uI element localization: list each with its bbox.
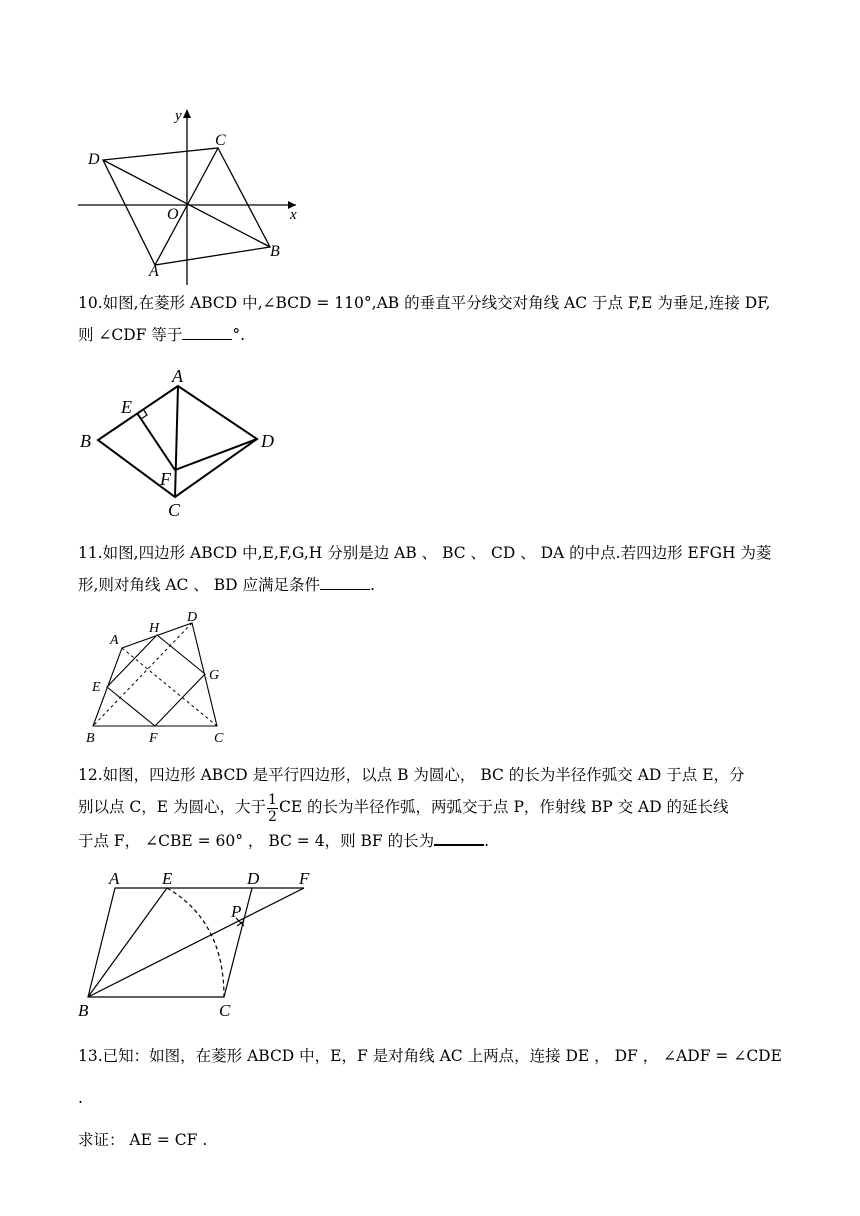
question-12-text-a: 别以点 C，E 为圆心，大于 — [78, 798, 267, 816]
point-label-A: A — [110, 633, 119, 648]
question-12-end: . — [484, 831, 490, 850]
point-label-C: C — [214, 731, 224, 746]
answer-blank — [182, 322, 232, 340]
point-label-D: D — [261, 431, 274, 451]
answer-blank — [434, 827, 484, 846]
question-13 — [78, 1035, 790, 1161]
point-label-D: D — [247, 869, 260, 888]
point-label-E: E — [162, 869, 173, 888]
question-11-line2 — [78, 569, 790, 601]
point-label-C: C — [215, 132, 226, 149]
point-label-E: E — [121, 397, 132, 417]
question-12-line3 — [78, 825, 790, 857]
point-label-D: D — [187, 610, 198, 625]
point-label-A: A — [109, 869, 120, 888]
question-12 — [78, 759, 790, 857]
figure-quadrilateral-11 — [80, 606, 240, 746]
question-10-unit: °. — [232, 326, 246, 344]
point-label-B: B — [78, 1001, 89, 1020]
question-13-line2: 求证： AE = CF . — [78, 1131, 208, 1149]
question-12-text-c: 于点 F， ∠CBE = 60° ， BC = 4，则 BF 的长为 — [78, 831, 435, 850]
question-10 — [78, 287, 790, 351]
point-label-F: F — [149, 731, 158, 746]
answer-blank — [320, 572, 370, 590]
question-11-end: . — [370, 576, 375, 594]
point-label-P: P — [231, 902, 242, 921]
point-label-C: C — [168, 500, 181, 520]
question-11-text: 形,则对角线 AC 、 BD 应满足条件 — [78, 576, 321, 594]
point-label-A: A — [149, 263, 159, 280]
point-label-A: A — [172, 366, 183, 386]
fraction-denominator: 2 — [268, 808, 277, 825]
axis-label-x: x — [290, 207, 297, 223]
figure-parallelogram-12 — [72, 866, 332, 1026]
figure-rhombus-10 — [75, 362, 295, 522]
fraction-one-half — [267, 792, 278, 825]
fraction-numerator: 1 — [268, 791, 277, 808]
question-10-text: 则 ∠CDF 等于 — [78, 326, 183, 344]
question-12-text-b: CE 的长为半径作弧，两弧交于点 P，作射线 BP 交 AD 的延长线 — [278, 798, 729, 816]
figure-coordinate-rhombus — [70, 100, 320, 290]
question-10-line1: 10.如图,在菱形 ABCD 中,∠BCD = 110°,AB 的垂直平分线交对角线 AC 于点 F,E 为垂足,连接 DF, — [78, 294, 771, 312]
point-label-C: C — [219, 1001, 231, 1020]
question-11 — [78, 537, 790, 601]
point-label-E: E — [92, 680, 101, 695]
point-label-B: B — [270, 243, 280, 260]
question-12-line2 — [78, 791, 790, 825]
point-label-H: H — [149, 621, 160, 636]
question-13-line1: 13.已知：如图，在菱形 ABCD 中，E，F 是对角线 AC 上两点，连接 DE ， DF ， ∠ADF = ∠CDE . — [78, 1047, 782, 1107]
point-label-F: F — [160, 469, 171, 489]
question-10-line2 — [78, 319, 790, 351]
question-12-line1: 12.如图，四边形 ABCD 是平行四边形，以点 B 为圆心， BC 的长为半径作弧交 AD 于点 E，分 — [78, 766, 745, 784]
point-label-F: F — [299, 869, 310, 888]
point-label-B: B — [80, 431, 91, 451]
point-label-B: B — [86, 731, 95, 746]
point-label-G: G — [209, 668, 220, 683]
point-label-D: D — [88, 151, 100, 168]
point-label-O: O — [167, 206, 179, 223]
question-11-line1: 11.如图,四边形 ABCD 中,E,F,G,H 分别是边 AB 、 BC 、 CD 、 DA 的中点.若四边形 EFGH 为菱 — [78, 544, 772, 562]
axis-label-y: y — [175, 108, 182, 124]
